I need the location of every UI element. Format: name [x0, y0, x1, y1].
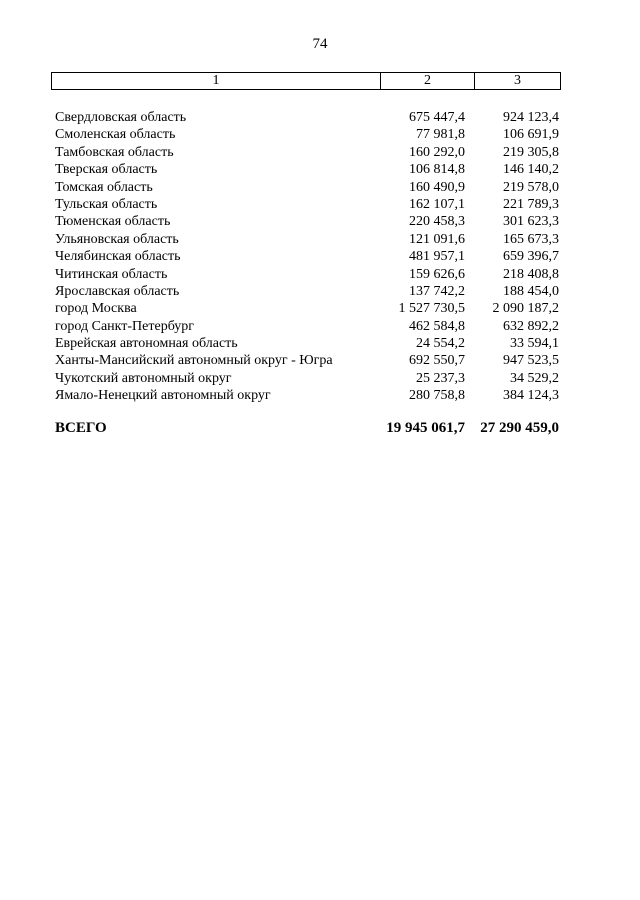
- value-col3: 34 529,2: [510, 370, 559, 386]
- value-col3: 218 408,8: [503, 266, 559, 282]
- value-col2: 280 758,8: [409, 388, 465, 404]
- value-col3: 219 578,0: [503, 179, 559, 195]
- value-col2: 220 458,3: [409, 214, 465, 230]
- value-col3: 659 396,7: [503, 249, 559, 265]
- value-col2: 1 527 730,5: [398, 301, 465, 317]
- value-col3: 221 789,3: [503, 196, 559, 212]
- value-col3: 219 305,8: [503, 144, 559, 160]
- data-table: [0, 109, 640, 405]
- table-row: [0, 161, 640, 178]
- value-col3: 632 892,2: [503, 318, 559, 334]
- region-name: Тюменская область: [55, 214, 171, 230]
- value-col2: 162 107,1: [409, 196, 465, 212]
- table-row: [0, 179, 640, 196]
- column-header-row: [51, 72, 561, 90]
- value-col3: 924 123,4: [503, 110, 559, 125]
- column-header-2: 2: [381, 73, 475, 89]
- region-name: Чукотский автономный округ: [55, 370, 232, 386]
- column-header-1: 1: [52, 73, 381, 89]
- table-row: [0, 248, 640, 265]
- page-number: 74: [312, 36, 328, 52]
- table-row: [0, 370, 640, 387]
- region-name: Тамбовская область: [55, 144, 174, 160]
- value-col2: 25 237,3: [416, 370, 465, 386]
- value-col2: 692 550,7: [409, 353, 465, 369]
- region-name: Ульяновская область: [55, 231, 179, 247]
- table-row: [0, 213, 640, 230]
- region-name: Смоленская область: [55, 127, 176, 143]
- value-col2: 159 626,6: [409, 266, 465, 282]
- total-label: ВСЕГО: [55, 420, 107, 436]
- value-col3: 33 594,1: [510, 336, 559, 352]
- region-name: Томская область: [55, 179, 153, 195]
- table-row: [0, 387, 640, 404]
- table-row: [0, 109, 640, 126]
- region-name: Тверская область: [55, 162, 158, 178]
- value-col2: 462 584,8: [409, 318, 465, 334]
- column-header-3: 3: [514, 73, 521, 88]
- value-col3: 947 523,5: [503, 353, 559, 369]
- table-row: [0, 318, 640, 335]
- region-name: Ямало-Ненецкий автономный округ: [55, 388, 271, 404]
- region-name: Челябинская область: [55, 249, 181, 265]
- value-col2: 106 814,8: [409, 162, 465, 178]
- region-name: Ярославская область: [55, 283, 180, 299]
- value-col3: 2 090 187,2: [492, 301, 559, 317]
- total-value-col2: 19 945 061,7: [386, 420, 465, 436]
- table-row: [0, 266, 640, 283]
- table-row: [0, 196, 640, 213]
- table-row: [0, 335, 640, 352]
- value-col3: 146 140,2: [503, 162, 559, 178]
- value-col3: 301 623,3: [503, 214, 559, 230]
- region-name: Тульская область: [55, 196, 158, 212]
- region-name: Еврейская автономная область: [55, 336, 238, 352]
- value-col2: 481 957,1: [409, 249, 465, 265]
- value-col2: 24 554,2: [416, 336, 465, 352]
- value-col2: 137 742,2: [409, 283, 465, 299]
- value-col2: 160 292,0: [409, 144, 465, 160]
- region-name: Читинская область: [55, 266, 168, 282]
- value-col2: 160 490,9: [409, 179, 465, 195]
- region-name: город Санкт-Петербург: [55, 318, 195, 334]
- table-row: [0, 126, 640, 143]
- value-col2: 121 091,6: [409, 231, 465, 247]
- region-name: город Москва: [55, 301, 137, 317]
- value-col3: 106 691,9: [503, 127, 559, 143]
- value-col2: 77 981,8: [416, 127, 465, 143]
- value-col3: 384 124,3: [503, 388, 559, 404]
- value-col3: 188 454,0: [503, 283, 559, 299]
- total-row: [0, 418, 640, 438]
- table-row: [0, 352, 640, 369]
- table-row: [0, 300, 640, 317]
- table-row: [0, 283, 640, 300]
- total-value-col3: 27 290 459,0: [480, 420, 559, 436]
- region-name: Свердловская область: [55, 110, 187, 125]
- region-name: Ханты-Мансийский автономный округ - Югра: [55, 353, 333, 369]
- table-row: [0, 231, 640, 248]
- value-col2: 675 447,4: [409, 110, 465, 125]
- value-col3: 165 673,3: [503, 231, 559, 247]
- table-row: [0, 144, 640, 161]
